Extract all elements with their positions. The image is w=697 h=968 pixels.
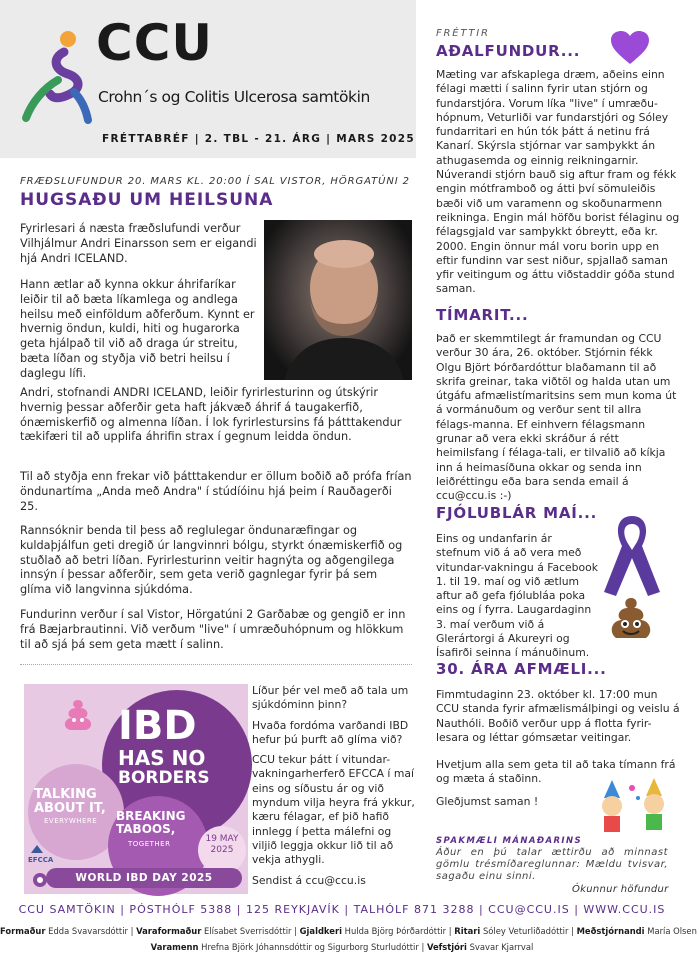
poster-has-no: HAS NO [118, 746, 206, 770]
organization-name: Crohn´s og Colitis Ulcerosa samtökin [98, 88, 370, 106]
party-kids-icon [594, 778, 678, 838]
issue-line: FRÉTTABRÉF | 2. TBL - 21. ÁRG | MARS 2025 [102, 133, 415, 145]
contact-footer: CCU SAMTÖKIN | PÓSTHÓLF 5388 | 125 REYKJAVÍK | TALHÓLF 871 3288 | CCU@CCU.IS | WWW.CCU.IS [18, 903, 666, 916]
campaign-paragraph: Hvaða fordóma varðandi IBD hefur þú þurft að glíma við? [252, 718, 409, 746]
article-paragraph: Fundurinn verður í sal Vistor, Hörgatúni 2 Garðabæ og gengið er inn frá Bæjarbrautinni. Við verðum "live" í umræðuhópnum og hlökkum til að sjá þá sem geta mætt í salinn. [20, 608, 406, 651]
magazine-text: Það er skemmtilegt ár framundan og CCU verður 30 ára, 26. október. Stjórnin fékk Olgu Björt Þórðardóttur blaðamann til að skrifa greinar, taka viðtöl og halda utan um útgáfu afmælistímaritsins sem mun koma út á vormánuðum og verður sent til allra félags-manna. Ef einhvern félagsmann grunar að vera ekki skráður á rétt heimilsfang í félaga-tali, er tilvalið að kíkja inn á heimasíðuna okkar og senda inn leiðréttingu eða bara senda email á ccu@ccu.is :-) [436, 332, 677, 503]
credit-role: Varaformaður [136, 926, 202, 936]
speaker-photo [264, 220, 412, 380]
poster-together: TOGETHER [128, 840, 171, 848]
credit-role: Varamenn [150, 942, 199, 952]
article-paragraph: Hann ætlar að kynna okkur áhrifaríkar leiðir til að bæta líkamlega og andlega heilsu með einföldum aðferðum. Kynnt er hvernig öndun, kuldi, hiti og hugarorka geta hjálpað til við að draga úr streitu, bæta líðan og styðja við betri heilsu í daglegu lífi. [20, 278, 255, 380]
article-title: HUGSAÐU UM HEILSUNA [20, 190, 274, 210]
credit-name: María Olsen [647, 926, 697, 936]
world-ibd-day-poster [24, 684, 248, 894]
credit-role: Meðstjórnandi [576, 926, 645, 936]
quote-of-month-title: SPAKMÆLI MÁNAÐARINS [436, 836, 582, 846]
anniversary-cheer: Gleðjumst saman ! [436, 795, 539, 808]
campaign-email[interactable]: Sendist á ccu@ccu.is [252, 873, 366, 887]
section-title-anniversary: 30. ÁRA AFMÆLI... [436, 660, 607, 678]
poster-breaking: BREAKING TABOOS, [116, 809, 186, 836]
article-paragraph: Fyrirlesari á næsta fræðslufundi verður Vilhjálmur Andri Einarsson sem er eigandi hjá Andri ICELAND. [20, 222, 257, 265]
campaign-paragraph: CCU tekur þátt í vitundar-vakningarherferð EFCCA í maí eins og síðustu ár og við myndum vilja heyra frá ykkur, kæru félagar, ef þið hafið innlegg í þetta málefni og viljið leggja okkur lið til að vekja athygli. [252, 753, 415, 867]
ibd-campaign-text [252, 684, 416, 894]
credit-name: Hulda Björg Þórðardóttir [344, 926, 447, 936]
anniversary-text: Fimmtudaginn 23. október kl. 17:00 mun CCU standa fyrir afmælismálþingi og veislu á Nauthóli. Boðið verður upp á flotta fyrir-lesara og léttar gómsætar veitingar. [436, 688, 680, 744]
poster-world-ibd-day: WORLD IBD DAY 2025 [46, 868, 242, 888]
poster-ibd: IBD [118, 703, 197, 749]
masthead [0, 0, 416, 158]
poster-efcca: EFCCA [28, 856, 54, 864]
annual-meeting-text: Mæting var afskaplega dræm, aðeins einn félagi mætti í salinn fyrir utan stjórn og fundarstjóra. Vorum líka "live" í umræðu-hópnum, Veturliði var fundarstjóri og Sóley fundarritari en hún tók þátt á netinu frá Kanarí. Skýrsla stjórnar var samþykkt án athugasemda og einnig reikningarnir. Núverandi stjórn bauð sig aftur fram og fékk engin mótframboð og átti því sömuleiðis bæði við um varamenn og skoðunarmenn reikninga. Engin mál höfðu borist félaginu og félagsgjald var samþykkt óbreytt, eða kr. 2000. Engin önnur mál voru borin upp en eftir fundinn var sest niður, spjallað saman yfir veitingum og áttu viðstaddir góða stund saman. [436, 68, 680, 296]
purple-ribbon-icon [602, 512, 662, 598]
ibd-day-logo-icon [32, 872, 48, 888]
section-title-annual-meeting: AÐALFUNDUR... [436, 42, 581, 60]
poster-borders: BORDERS [118, 768, 210, 788]
poo-emoji-icon [606, 596, 656, 646]
section-title-magazine: TÍMARIT... [436, 306, 529, 324]
board-credits-row1: Formaður Edda Svavarsdóttir | Varaformaður Elísabet Sverrisdóttir | Gjaldkeri Hulda Björg Þórðardóttir | Ritari Sóley Veturliðadóttir | Meðstjórnandi María Olsen [0, 926, 697, 936]
credit-role: Gjaldkeri [299, 926, 342, 936]
ccu-logo-figure-icon [24, 30, 94, 122]
portrait-icon [264, 220, 412, 380]
purple-heart-icon [610, 30, 650, 66]
credit-name: Edda Svavarsdóttir [48, 926, 128, 936]
credit-name: Hrefna Björk Jóhannsdóttir og Sigurborg Sturludóttir [201, 942, 419, 952]
credit-role: Formaður [0, 926, 46, 936]
credit-name: Svavar Kjarrval [469, 942, 534, 952]
campaign-paragraph: Líður þér vel með að tala um sjúkdóminn þinn? [252, 684, 409, 712]
poster-talking: TALKING ABOUT IT, [34, 787, 106, 816]
article-kicker: FRÆÐSLUFUNDUR 20. MARS KL. 20:00 Í SAL VISTOR, HÖRGATÚNI 2 [20, 176, 410, 187]
poo-character-icon [58, 696, 98, 736]
article-paragraph: Rannsóknir benda til þess að reglulegar öndunaræfingar og kuldaþjálfun geti dregið úr langvinnri bólgu, styrkt ónæmiskerfið og stuðlað að betri líðan. Fyrirlesturinn veitir hagnýta og aðgengilega innsýn í þessar aðferðir, sem geta verið gagnlegar fyrir þá sem glíma við langvinna sjúkdóma. [20, 524, 403, 597]
efcca-logo-icon [30, 844, 44, 854]
section-divider [20, 664, 412, 665]
news-kicker: FRÉTTIR [436, 28, 490, 39]
credit-role: Ritari [454, 926, 481, 936]
purple-may-text: Eins og undanfarin ár stefnum við á að vera með vitundar-vakningu á Facebook 1. til 19. maí og við ætlum aftur að gefa fjólubláa poka eins og í fyrra. Laugardaginn 3. maí verðum við á Glerártorgi á Akureyri og Ísafirði seinna í mánuðinum. [436, 532, 598, 660]
poster-everywhere: EVERYWHERE [44, 817, 98, 825]
credit-name: Sóley Veturliðadóttir [482, 926, 569, 936]
poster-date: 19 MAY 2025 [198, 826, 246, 874]
news-column [422, 0, 684, 968]
article-paragraph: Til að styðja enn frekar við þátttakendur er öllum boðið að prófa frían öndunartíma „Anda með Andra" í stúdíóinu hjá þeim í Rauðagerði 25. [20, 470, 412, 513]
logo-text: CCU [96, 14, 213, 72]
quote-of-month-text: Áður en þú talar ættirðu að minnast gömlu trésmíðareglunnar: Mældu tvisvar, sagaðu einu sinni. [436, 847, 668, 882]
credit-name: Elísabet Sverrisdóttir [204, 926, 292, 936]
board-credits-row2: Varamenn Hrefna Björk Jóhannsdóttir og Sigurborg Sturludóttir | Vefstjóri Svavar Kjarrval [150, 942, 534, 952]
anniversary-invite: Hvetjum alla sem geta til að taka tímann frá og mæta á staðinn. [436, 758, 676, 786]
quote-author: Ókunnur höfundur [572, 884, 669, 895]
article-paragraph: Andri, stofnandi ANDRI ICELAND, leiðir fyrirlesturinn og útskýrir hvernig þessar aðferðir geta haft jákvæð áhrif á taugakerfið, ónæmiskerfið og almenna líðan. Í lok fyrirlestursins fá þátttakendur tækifæri til að upplifa áhrifin strax í gegnum leidda öndun. [20, 386, 402, 444]
section-title-purple-may: FJÓLUBLÁR MAÍ... [436, 504, 598, 522]
credit-role: Vefstjóri [426, 942, 467, 952]
